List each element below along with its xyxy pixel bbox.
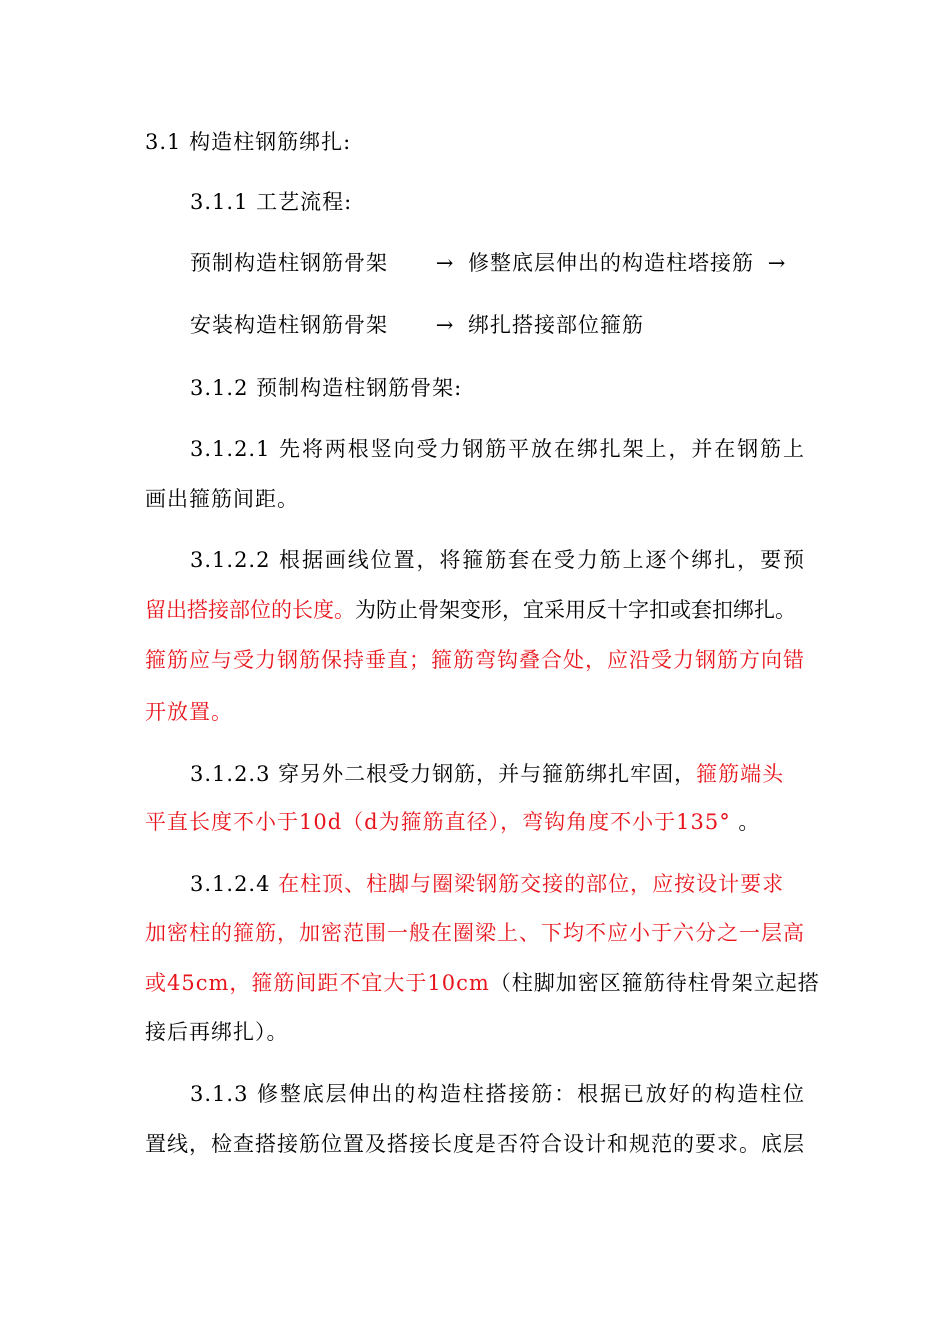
paragraph-3-1-2-4-line-3: 或45cm，箍筋间距不宜大于10cm（柱脚加密区箍筋待柱骨架立起搭 — [145, 971, 820, 995]
paragraph-3-1-2-4-line-2: 加密柱的箍筋，加密范围一般在圈梁上、下均不应小于六分之一层高 — [145, 921, 805, 945]
paragraph-3-1-2-4-line-4: 接后再绑扎）。 — [145, 1020, 289, 1044]
section-heading-3-1: 3.1 构造柱钢筋绑扎: — [145, 130, 352, 154]
paragraph-3-1-2-2-line-4: 开放置。 — [145, 700, 233, 724]
paragraph-3-1-2-2-line-2: 留出搭接部位的长度。为防止骨架变形，宜采用反十字扣或套扣绑扎。 — [145, 598, 796, 622]
process-flow-line-2: 安装构造柱钢筋骨架 → 绑扎搭接部位箍筋 — [190, 310, 860, 340]
paragraph-3-1-3-line-1: 3.1.3 修整底层伸出的构造柱搭接筋：根据已放好的构造柱位 — [190, 1082, 805, 1106]
paragraph-3-1-3-line-2: 置线，检查搭接筋位置及搭接长度是否符合设计和规范的要求。底层 — [145, 1132, 805, 1156]
paragraph-3-1-2-1-line-2: 画出箍筋间距。 — [145, 487, 299, 511]
arrow-right-icon: → — [435, 313, 455, 337]
subsection-heading-3-1-1: 3.1.1 工艺流程: — [190, 190, 353, 214]
subsection-heading-3-1-2: 3.1.2 预制构造柱钢筋骨架: — [190, 376, 463, 400]
paragraph-3-1-2-3-line-2: 平直长度不小于10d（d为箍筋直径），弯钩角度不小于135° 。 — [145, 810, 761, 834]
paragraph-3-1-2-3-line-1: 3.1.2.3 穿另外二根受力钢筋，并与箍筋绑扎牢固，箍筋端头 — [190, 762, 785, 786]
paragraph-3-1-2-1-line-1: 3.1.2.1 先将两根竖向受力钢筋平放在绑扎架上，并在钢筋上 — [190, 437, 805, 461]
arrow-right-icon: → — [767, 251, 787, 275]
arrow-right-icon: → — [435, 251, 455, 275]
paragraph-3-1-2-4-line-1: 3.1.2.4 在柱顶、柱脚与圈梁钢筋交接的部位，应按设计要求 — [190, 872, 785, 896]
paragraph-3-1-2-2-line-3: 箍筋应与受力钢筋保持垂直；箍筋弯钩叠合处，应沿受力钢筋方向错 — [145, 648, 805, 672]
paragraph-3-1-2-2-line-1: 3.1.2.2 根据画线位置，将箍筋套在受力筋上逐个绑扎，要预 — [190, 548, 805, 572]
process-flow-line-1: 预制构造柱钢筋骨架 → 修整底层伸出的构造柱塔接筋 → — [190, 248, 860, 278]
